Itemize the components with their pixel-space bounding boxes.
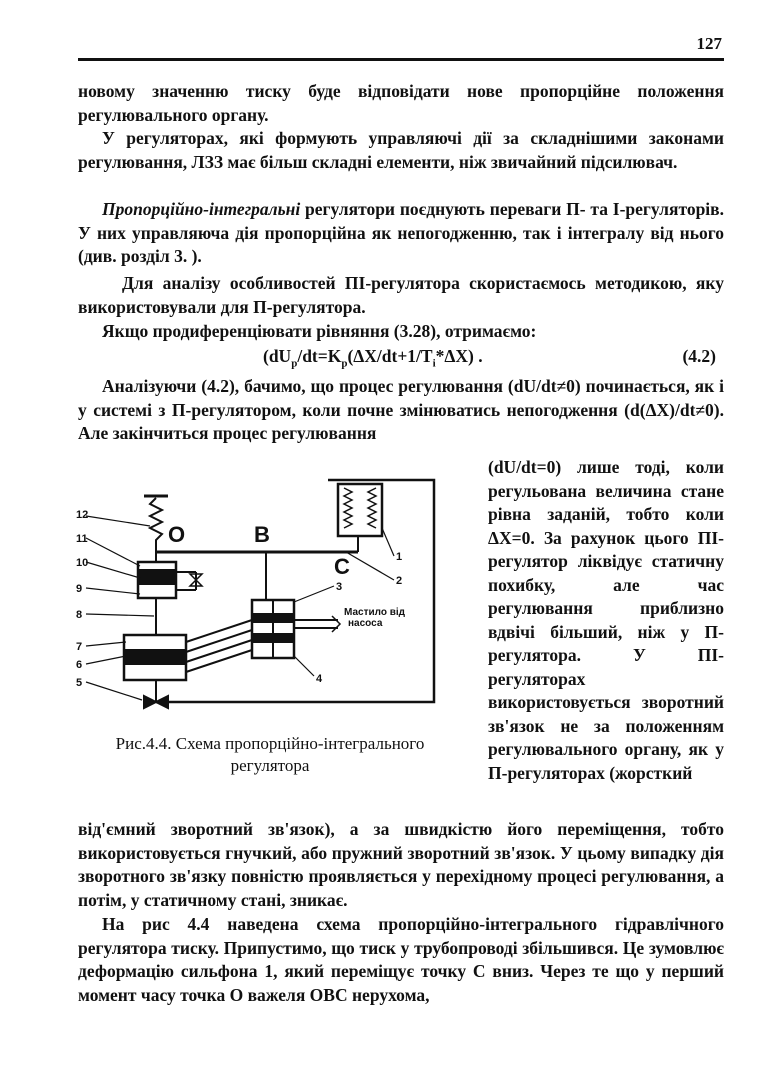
spring-12 (150, 498, 162, 552)
svg-text:4: 4 (316, 673, 323, 685)
svg-text:10: 10 (76, 557, 89, 569)
svg-text:2: 2 (396, 575, 403, 587)
point-o-label: O (168, 522, 186, 547)
page-number: 127 (696, 34, 722, 53)
oil-label-line1: Мастило від (344, 607, 406, 618)
point-b-label: B (254, 522, 270, 547)
paragraph-2: У регуляторах, які формують управляючі дії за складнішими законами регулювання, ЛЗЗ має більш складні елементи, ніж звичайний підсилювач. (78, 128, 724, 172)
paragraph-5: Якщо продиференціювати рівняння (3.28), отримаємо: (102, 321, 537, 341)
equation-formula: ($dU_р/dt=K_р(\Delta X/dt+1/T_і*\Delta X)$ . (263, 346, 483, 370)
equation-4-2 (78, 346, 724, 370)
italic-term: Пропорційно-інтегральні (102, 199, 301, 219)
header-rule (78, 58, 724, 61)
svg-text:9: 9 (76, 583, 83, 595)
point-c-label: C (334, 554, 350, 579)
svg-text:1: 1 (396, 551, 403, 563)
equation-number: (4.2) (682, 346, 716, 366)
paragraph-4: Для аналізу особливостей ПІ-регулятора скористаємось методикою, яку використовували для П-регулятора. (78, 273, 724, 317)
paragraph-9: На рис 4.4 наведена схема пропорційно-інтегрального гідравлічного регулятора тиску. Припустимо, що тиск у трубопроводі збільшився. Це зумовлює деформацію сильфона 1, який переміщує точку С вниз. Через те що у перший момент часу точка О важеля ОВС нерухома, (78, 914, 724, 1005)
paragraph-7-wrapped: (dU/dt=0) лише тоді, коли регульована величина стане рівна заданій, тобто коли ΔX=0. За рахунок цього ПІ-регулятор ліквідує статичну похибку, але час регулювання приблизно вдвічі більший, ніж у П-регулятора. У ПІ- регуляторах використовується зворотний зв'язок не за положенням регулювального органу, як у П-регуляторах (жорсткий (488, 457, 724, 783)
paragraph-6: Аналізуючи (4.2), бачимо, що процес регулювання (dU/dt≠0) починається, як і у системі з П-регулятором, коли почне змінюватись непогодження (d(ΔX)/dt≠0). Але закінчиться процес регулювання (78, 376, 724, 443)
paragraph-3-text: регулятори поєднують переваги П- та І-регуляторів. У них управляюча дія пропорційна як непогодженню, так і інтегралу від нього (див. розділ 3. ). (78, 199, 724, 266)
svg-text:11: 11 (76, 533, 88, 545)
svg-text:12: 12 (76, 509, 89, 521)
figure-caption: Рис.4.4. Схема пропорційно-інтегрального регулятора (115, 734, 425, 775)
paragraph-1: новому значенню тиску буде відповідати нове пропорційне положення регулювального органу. (78, 81, 724, 125)
svg-text:7: 7 (76, 641, 83, 653)
svg-text:3: 3 (336, 581, 343, 593)
paragraph-8: від'ємний зворотний зв'язок), а за швидкістю його переміщення, тобто використовується гнучкий, або пружний зворотний зв'язок. У цьому випадку дія зворотного зв'язку повністю проявляється у перехідному процесі регулювання, а потім, у статичному стані, зникає. (78, 819, 724, 910)
oil-label-line2: насоса (348, 618, 383, 629)
svg-text:8: 8 (76, 609, 83, 621)
servo-piston (126, 650, 184, 664)
svg-text:5: 5 (76, 677, 83, 689)
pi-regulator-diagram (76, 470, 478, 720)
paragraph-3 (78, 198, 724, 269)
piston-10 (140, 570, 174, 584)
svg-text:6: 6 (76, 659, 83, 671)
